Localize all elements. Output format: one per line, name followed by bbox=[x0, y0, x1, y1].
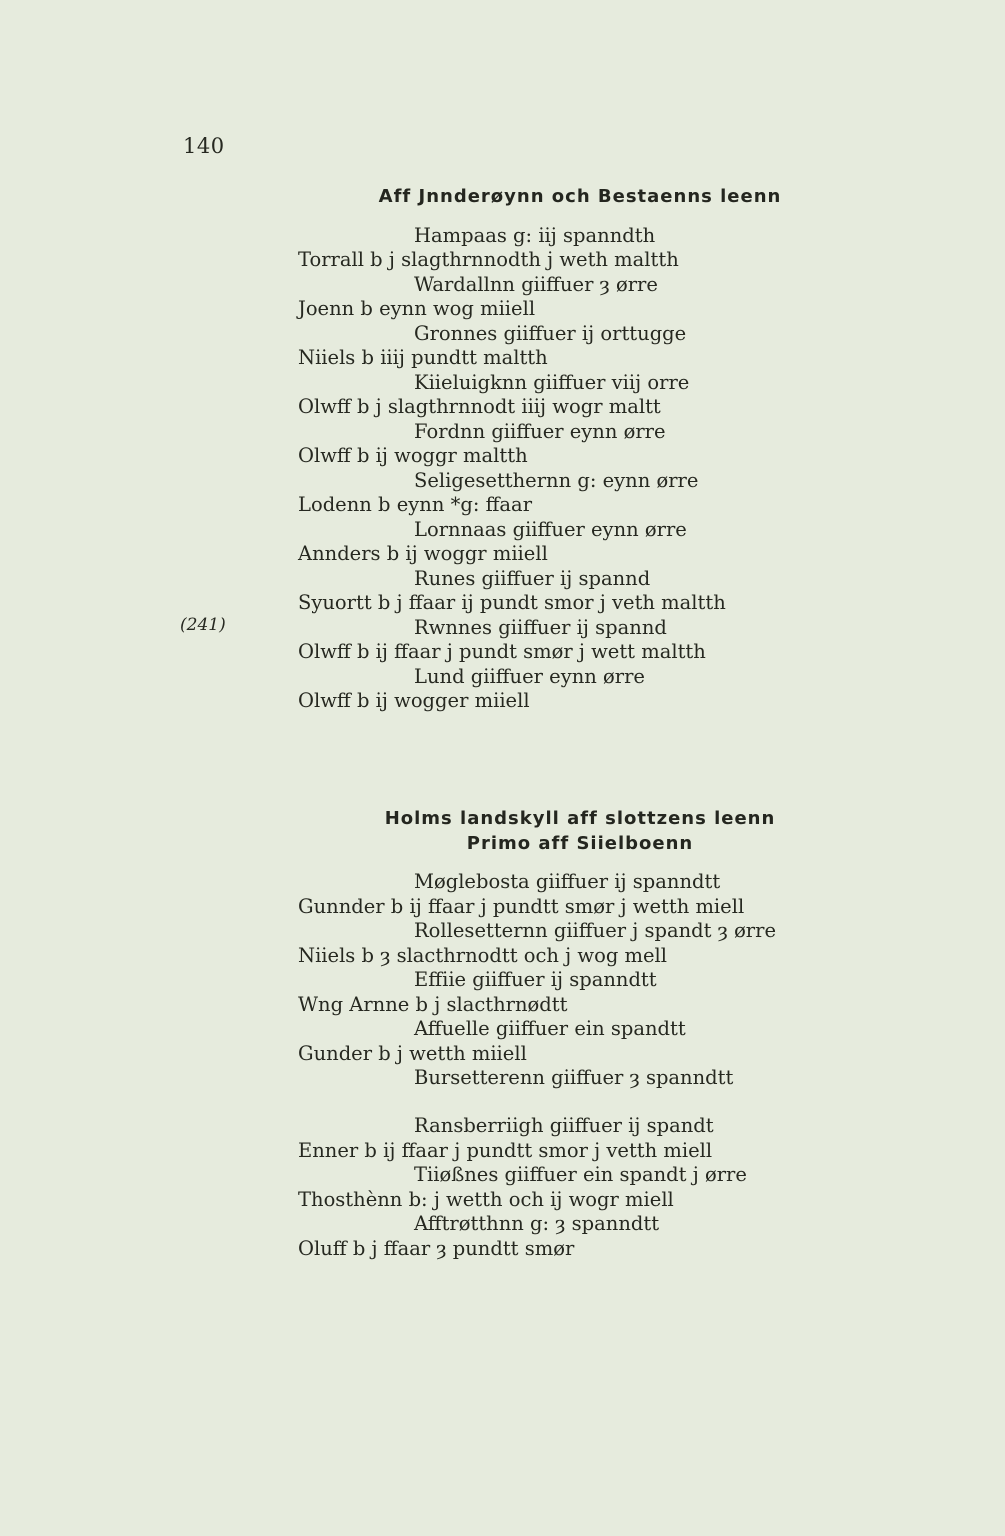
entry-place: Hampaas g: iij spanndth bbox=[414, 224, 656, 247]
entry-person: Olwff b ij wogger miiell bbox=[298, 689, 530, 712]
entry-place: Runes giiffuer ij spannd bbox=[414, 567, 651, 590]
entry-place: Seligesetthernn g: eynn ørre bbox=[414, 469, 699, 492]
entry-person: Annders b ij woggr miiell bbox=[298, 542, 548, 565]
entry-person: Niiels b iiij pundtt maltth bbox=[298, 346, 548, 369]
entry-person: Olwff b ij woggr maltth bbox=[298, 444, 528, 467]
entry-place: Kiieluigknn giiffuer viij orre bbox=[414, 371, 690, 394]
entry-person: Gunnder b ij ffaar j pundtt smør j wetth miell bbox=[298, 895, 745, 918]
margin-note: (241) bbox=[180, 615, 226, 635]
entry-place: Tiiøßnes giiffuer ein spandt j ørre bbox=[414, 1163, 747, 1186]
entry-person: Niiels b ȝ slacthrnodtt och j wog mell bbox=[298, 944, 668, 967]
entry-person: Torrall b j slagthrnnodth j weth maltth bbox=[298, 248, 679, 271]
entry-place: Afftrøtthnn g: ȝ spanndtt bbox=[414, 1212, 660, 1235]
entry-person: Olwff b j slagthrnnodt iiij wogr maltt bbox=[298, 395, 661, 418]
section-heading-innderoy: Aff Jnnderøynn och Bestaenns leenn bbox=[378, 186, 782, 207]
entry-person: Lodenn b eynn *g: ffaar bbox=[298, 493, 533, 516]
entry-place: Wardallnn giiffuer ȝ ørre bbox=[414, 273, 658, 296]
entry-person: Syuortt b j ffaar ij pundt smor j veth maltth bbox=[298, 591, 726, 614]
entry-place: Fordnn giiffuer eynn ørre bbox=[414, 420, 666, 443]
entry-place: Rollesetternn giiffuer j spandt ȝ ørre bbox=[414, 919, 776, 942]
section-subheading-siielboenn: Primo aff Siielboenn bbox=[466, 833, 694, 854]
entry-place: Ransberriigh giiffuer ij spandt bbox=[414, 1114, 714, 1137]
entry-place: Gronnes giiffuer ij orttugge bbox=[414, 322, 687, 345]
entry-place: Lund giiffuer eynn ørre bbox=[414, 665, 645, 688]
section-heading-holms: Holms landskyll aff slottzens leenn bbox=[384, 808, 776, 829]
entry-place: Lornnaas giiffuer eynn ørre bbox=[414, 518, 687, 541]
entry-place: Bursetterenn giiffuer ȝ spanndtt bbox=[414, 1066, 734, 1089]
entry-person: Enner b ij ffaar j pundtt smor j vetth miell bbox=[298, 1139, 713, 1162]
entry-person: Joenn b eynn wog miiell bbox=[298, 297, 536, 320]
entry-place: Affuelle giiffuer ein spandtt bbox=[414, 1017, 686, 1040]
entry-person: Gunder b j wetth miiell bbox=[298, 1042, 527, 1065]
entry-place: Møglebosta giiffuer ij spanndtt bbox=[414, 870, 721, 893]
page-number: 140 bbox=[183, 134, 225, 158]
entry-place: Effiie giiffuer ij spanndtt bbox=[414, 968, 657, 991]
entry-person: Olwff b ij ffaar j pundt smør j wett maltth bbox=[298, 640, 706, 663]
entry-place: Rwnnes giiffuer ij spannd bbox=[414, 616, 667, 639]
entry-person: Oluff b j ffaar ȝ pundtt smør bbox=[298, 1237, 575, 1260]
entry-person: Wng Arnne b j slacthrnødtt bbox=[298, 993, 568, 1016]
entry-person: Thosthènn b: j wetth och ij wogr miell bbox=[298, 1188, 674, 1211]
